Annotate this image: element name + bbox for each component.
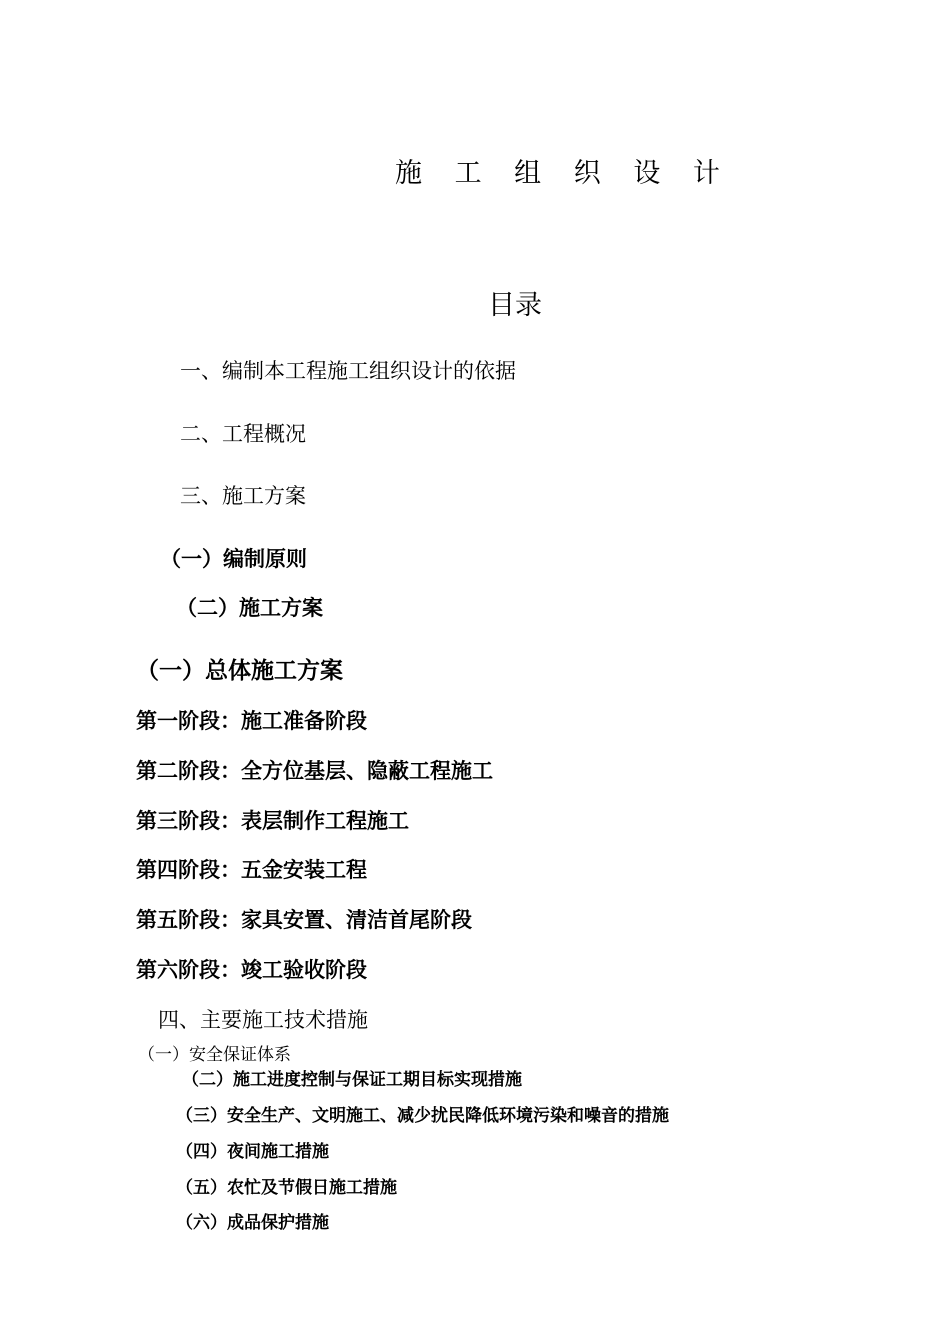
toc-item-section-1: 一、编制本工程施工组织设计的依据 xyxy=(180,359,516,383)
toc-item-phase: 第五阶段：家具安置、清洁首尾阶段 xyxy=(136,908,472,932)
toc-item-section-3: 三、施工方案 xyxy=(180,484,306,508)
toc-item-phase: 第六阶段：竣工验收阶段 xyxy=(136,958,367,982)
toc-item-phase: 第二阶段：全方位基层、隐蔽工程施工 xyxy=(136,759,493,783)
toc-item-section-3-1: （一）编制原则 xyxy=(160,547,307,571)
toc-item-section-3-2: （二）施工方案 xyxy=(176,596,323,620)
toc-item-measure: （一）安全保证体系 xyxy=(138,1045,291,1065)
toc-item-phase: 第四阶段：五金安装工程 xyxy=(136,858,367,882)
toc-item-measure: （六）成品保护措施 xyxy=(176,1213,329,1233)
toc-item-phase: 第三阶段：表层制作工程施工 xyxy=(136,809,409,833)
toc-item-measure: （三）安全生产、文明施工、减少扰民降低环境污染和噪音的措施 xyxy=(176,1106,669,1126)
toc-item-overall-plan: （一）总体施工方案 xyxy=(136,658,343,684)
toc-heading: 目录 xyxy=(488,290,542,321)
toc-item-section-4: 四、主要施工技术措施 xyxy=(158,1008,368,1032)
toc-item-measure: （四）夜间施工措施 xyxy=(176,1142,329,1162)
toc-item-measure: （二）施工进度控制与保证工期目标实现措施 xyxy=(182,1070,522,1090)
toc-item-measure: （五）农忙及节假日施工措施 xyxy=(176,1178,397,1198)
toc-item-phase: 第一阶段：施工准备阶段 xyxy=(136,709,367,733)
document-title: 施 工 组 织 设 计 xyxy=(395,158,732,189)
toc-item-section-2: 二、工程概况 xyxy=(180,422,306,446)
